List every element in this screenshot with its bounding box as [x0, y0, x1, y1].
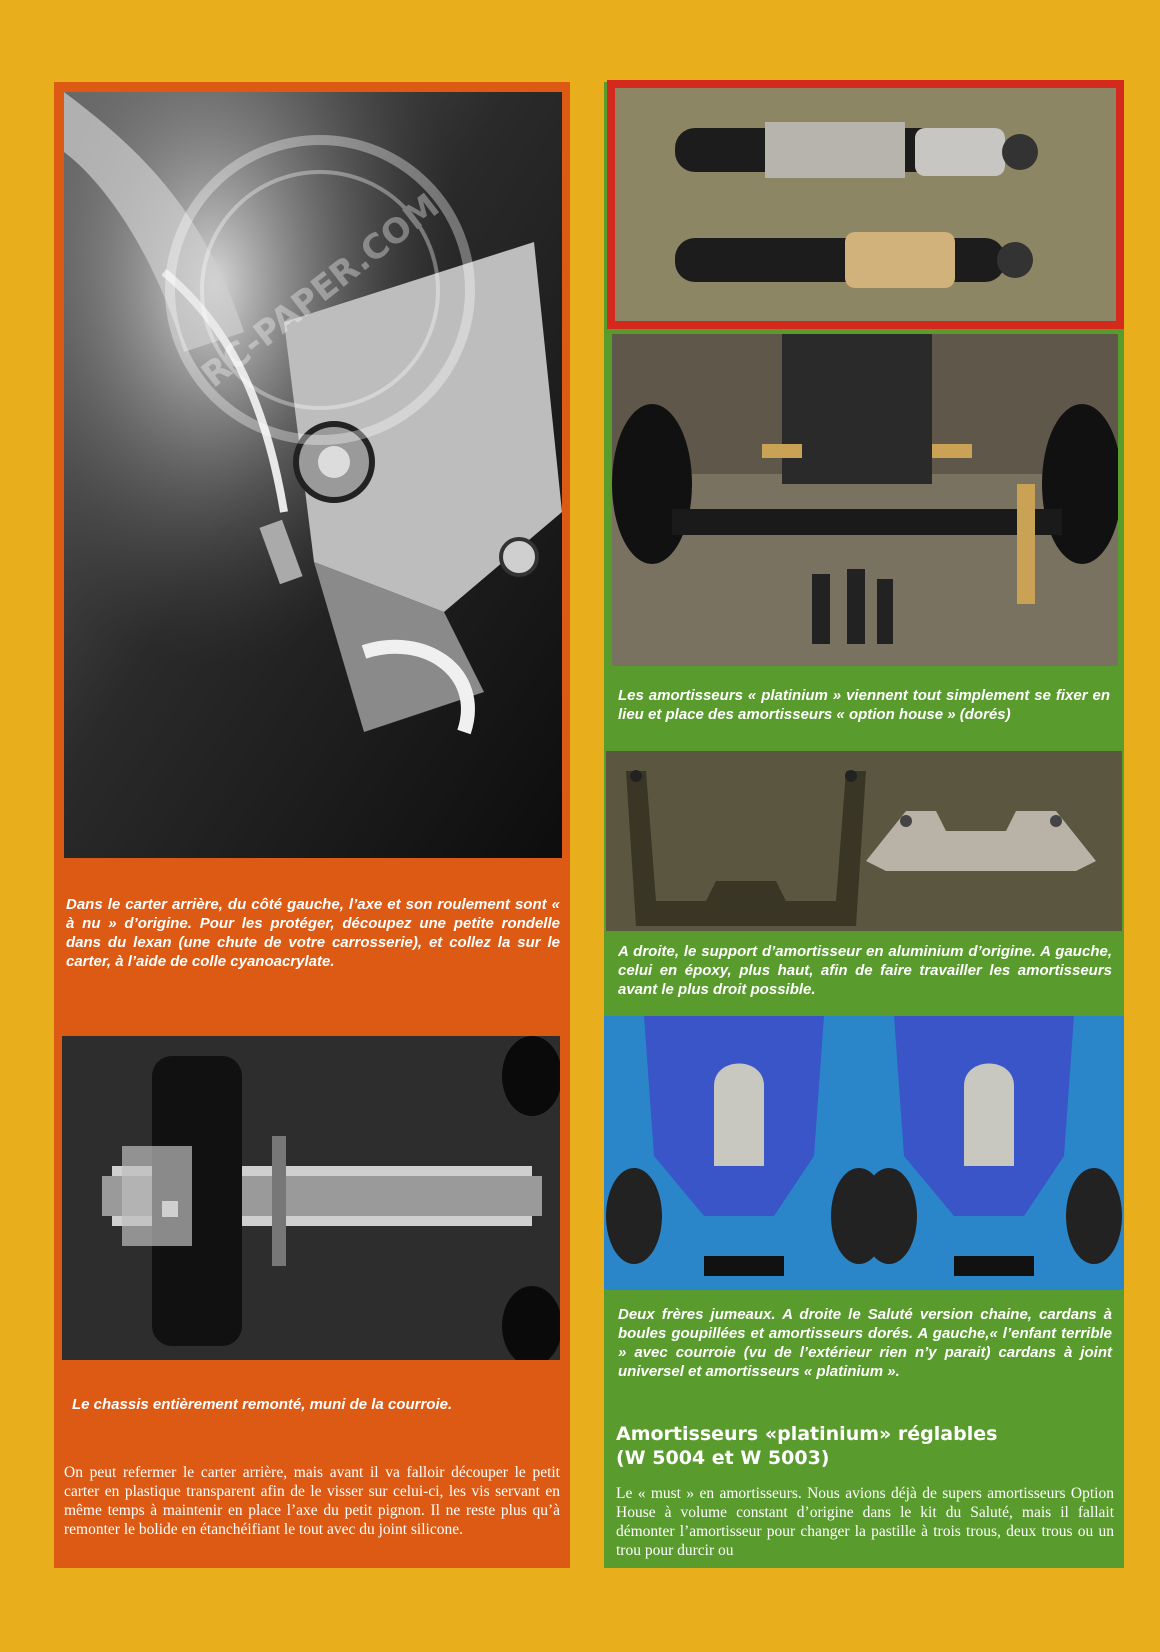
caption-chassis: Le chassis entièrement remonté, muni de la courroie. — [72, 1396, 453, 1413]
photo-car-shock-mount — [612, 334, 1118, 666]
article-heading — [616, 1422, 1116, 1470]
photo-platinium-shocks-frame — [607, 80, 1124, 329]
article-heading-line-1: Amortisseurs «platinium» réglables — [616, 1423, 998, 1445]
article-heading-line-2: (W 5004 et W 5003) — [616, 1447, 830, 1469]
article-body-left: On peut refermer le carter arrière, mais avant il va falloir découper le petit carter en plastique transparent afin de le visser sur celui-ci, les vis servant en même temps à maintenir en place l’axe du petit pignon. Il ne reste plus qu’à remonter le bolide en étanchéifiant le tout avec du joint silicone. — [64, 1464, 560, 1538]
caption-rear-case: Dans le carter arrière, du côté gauche, l’axe et son roulement sont « à nu » d’origine. Pour les protéger, découpez une petite rondelle dans du lexan (une chute de votre carrosserie), et collez la sur le carter, à l’aide de colle cyanoacrylate. — [66, 896, 560, 970]
svg-text:RC-PAPER.COM: RC-PAPER.COM — [194, 185, 448, 396]
caption-twins: Deux frères jumeaux. A droite le Saluté version chaine, cardans à boules goupillées et amortisseurs dorés. A gauche,« l’enfant terrible » avec courroie (vu de l’extérieur rien n’y parait) cardans à joint universel et amortisseurs « platinium ». — [618, 1306, 1112, 1380]
photo-twin-cars — [604, 1016, 1124, 1290]
photo-shock-supports — [606, 751, 1122, 931]
caption-platinium-shocks: Les amortisseurs « platinium » viennent tout simplement se fixer en lieu et place des amortisseurs « option house » (dorés) — [618, 687, 1110, 723]
watermark-stamp — [150, 120, 490, 460]
article-body-right: Le « must » en amortisseurs. Nous avions déjà de supers amortisseurs Option House à volume constant d’origine dans le kit du Saluté, mais il fallait démonter l’amortisseur pour changer la pastille à trois trous, deux trous ou un trou pour durcir ou — [616, 1485, 1114, 1559]
photo-chassis-reassembled — [62, 1036, 560, 1360]
caption-shock-support: A droite, le support d’amortisseur en aluminium d’origine. A gauche, celui en époxy, plus haut, afin de faire travailler les amortisseurs avant le plus droit possible. — [618, 943, 1112, 998]
